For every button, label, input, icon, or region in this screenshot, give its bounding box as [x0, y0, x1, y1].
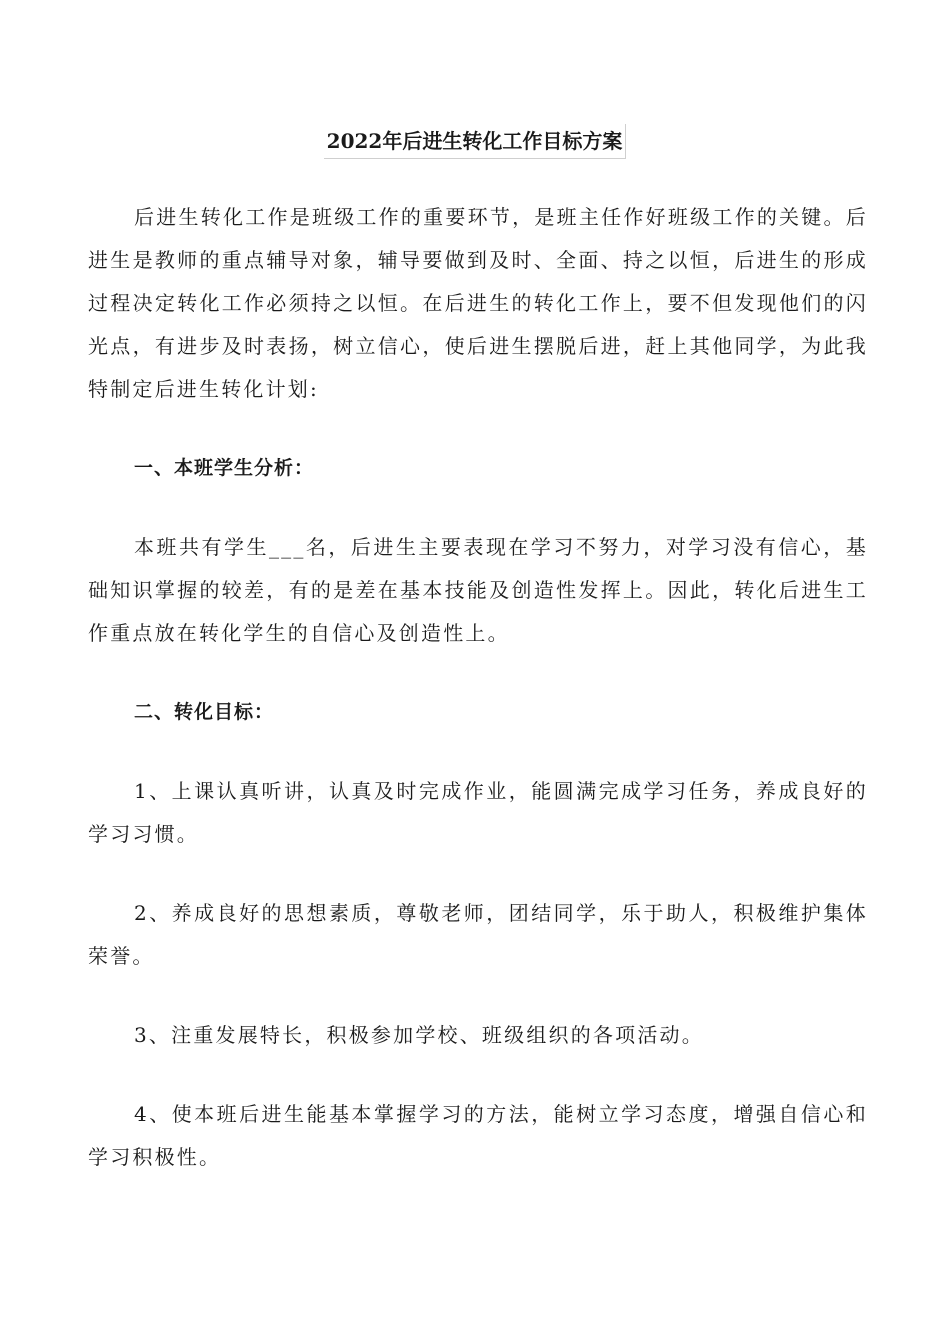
goal-item-3: 3、注重发展特长，积极参加学校、班级组织的各项活动。 — [134, 1023, 704, 1047]
goal-item-4: 4、使本班后进生能基本掌握学习的方法，能树立学习态度，增强自信心和学习积极性。 — [88, 1102, 868, 1169]
goal-item-2: 2、养成良好的思想素质，尊敬老师，团结同学，乐于助人，积极维护集体荣誉。 — [88, 901, 868, 968]
intro-paragraph: 后进生转化工作是班级工作的重要环节，是班主任作好班级工作的关键。后进生是教师的重点辅导对象，辅导要做到及时、全面、持之以恒，后进生的形成过程决定转化工作必须持之以恒。在后进生的转化工作上，要不但发现他们的闪光点，有进步及时表扬，树立信心，使后进生摆脱后进，赶上其他同学，为此我特制定后进生转化计划: — [88, 205, 868, 401]
document-title — [0, 124, 950, 159]
section-2-heading: 二、转化目标： — [134, 701, 275, 723]
section-1-heading: 一、本班学生分析： — [134, 457, 315, 479]
document-body — [88, 196, 868, 1215]
section-1-paragraph: 本班共有学生___名，后进生主要表现在学习不努力，对学习没有信心，基础知识掌握的较差，有的是差在基本技能及创造性发挥上。因此，转化后进生工作重点放在转化学生的自信心及创造性上。 — [88, 535, 868, 645]
goal-item-1: 1、上课认真听讲，认真及时完成作业，能圆满完成学习任务，养成良好的学习习惯。 — [88, 779, 868, 846]
document-title-text: 2022年后进生转化工作目标方案 — [324, 124, 627, 159]
